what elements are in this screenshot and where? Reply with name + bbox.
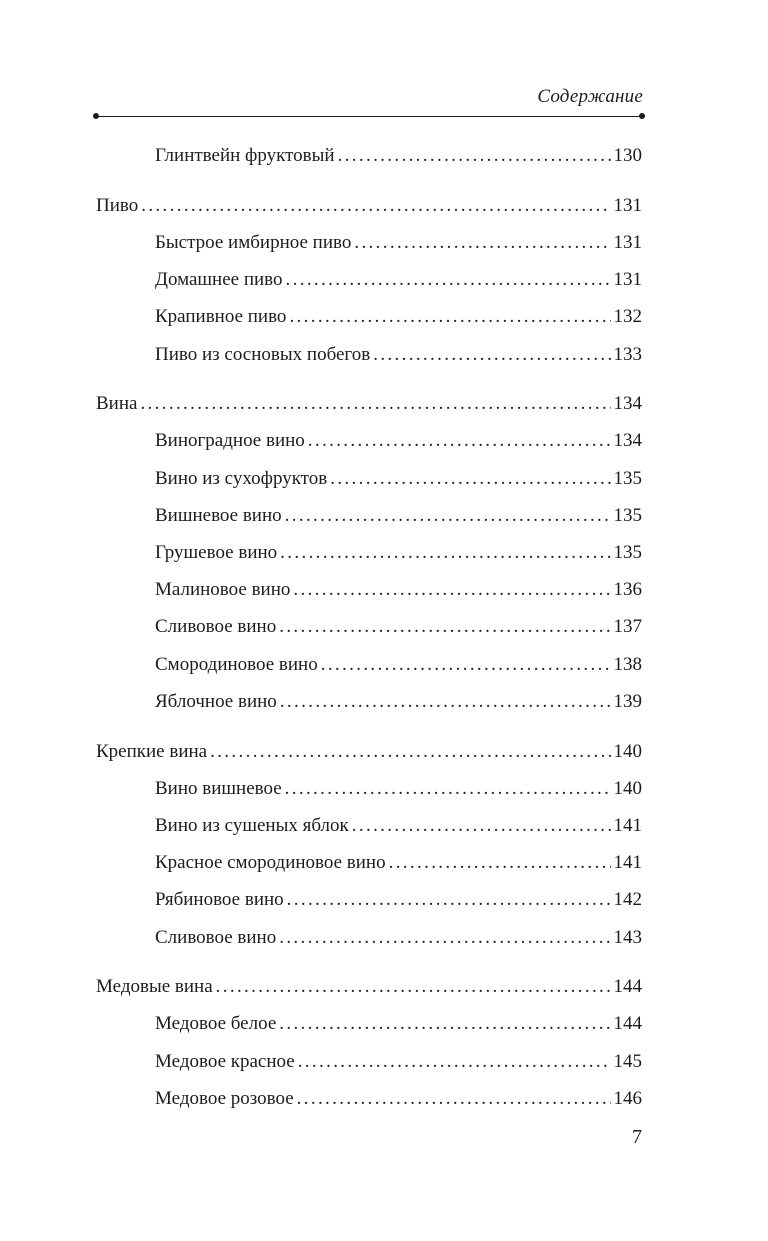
- toc-item[interactable]: [155, 303, 642, 331]
- toc-entry-page: 141: [613, 814, 642, 836]
- toc-section[interactable]: [96, 390, 642, 418]
- running-header: Содержание: [537, 86, 643, 107]
- toc-item[interactable]: [155, 427, 642, 455]
- dot-leader: [285, 502, 611, 530]
- toc-item[interactable]: [155, 651, 642, 679]
- toc-entry-page: 140: [613, 777, 642, 799]
- toc-entry-title: Вишневое вино: [155, 504, 282, 526]
- dot-leader: [352, 812, 611, 840]
- dot-leader: [279, 924, 610, 952]
- dot-leader: [289, 303, 610, 331]
- dot-leader: [354, 229, 610, 257]
- toc-entry-title: Медовое розовое: [155, 1087, 294, 1109]
- toc-entry-title: Вино вишневое: [155, 777, 282, 799]
- toc-entry-title: Красное смородиновое вино: [155, 852, 386, 874]
- dot-leader: [287, 886, 611, 914]
- toc-entry-page: 131: [613, 194, 642, 216]
- toc-item[interactable]: [155, 924, 642, 952]
- toc-entry-page: 143: [613, 926, 642, 948]
- toc-entry-page: 142: [613, 889, 642, 911]
- toc-item[interactable]: [155, 142, 642, 170]
- toc-item[interactable]: [155, 502, 642, 530]
- toc-entry-page: 139: [613, 690, 642, 712]
- toc-section[interactable]: [96, 973, 642, 1001]
- toc-entry-title: Пиво из сосновых побегов: [155, 343, 371, 365]
- toc-entry-page: 131: [613, 269, 642, 291]
- dot-leader: [389, 849, 611, 877]
- toc-entry-page: 131: [613, 231, 642, 253]
- toc-entry-page: 137: [613, 616, 642, 638]
- toc-entry-page: 134: [613, 430, 642, 452]
- toc-item[interactable]: [155, 886, 642, 914]
- toc-entry-title: Грушевое вино: [155, 542, 278, 563]
- dot-leader: [298, 1048, 611, 1076]
- dot-leader: [286, 266, 611, 294]
- toc-entry-title: Медовое белое: [155, 1013, 277, 1035]
- toc-entry-title: Сливовое вино: [155, 616, 277, 638]
- rule-left-dot: [93, 113, 99, 119]
- page-number: 7: [632, 1126, 642, 1148]
- toc-item[interactable]: [155, 812, 642, 840]
- toc-item[interactable]: [155, 465, 642, 493]
- toc-entry-page: 135: [613, 542, 642, 563]
- dot-leader: [373, 341, 610, 369]
- toc-entry-page: 133: [613, 343, 642, 365]
- toc-entry-page: 136: [613, 579, 642, 601]
- dot-leader: [330, 465, 610, 493]
- toc-entry-title: Смородиновое вино: [155, 653, 318, 675]
- toc-entry-page: 141: [613, 852, 642, 874]
- toc-entry-page: 144: [613, 976, 642, 998]
- toc-entry-title: Глинтвейн фруктовый: [155, 145, 335, 166]
- toc-entry-title: Медовое красное: [155, 1050, 295, 1072]
- toc-entry-page: 130: [613, 145, 642, 166]
- toc-item[interactable]: [155, 341, 642, 369]
- toc-entry-title: Малиновое вино: [155, 579, 291, 601]
- toc-entry-page: 144: [613, 1013, 642, 1035]
- dot-leader: [285, 775, 611, 803]
- toc-section[interactable]: [96, 738, 642, 766]
- toc-entry-title: Вино из сушеных яблок: [155, 814, 349, 836]
- header-rule: [96, 116, 642, 117]
- toc-entry-title: Рябиновое вино: [155, 889, 284, 911]
- toc-item[interactable]: [155, 229, 642, 257]
- toc-item[interactable]: [155, 266, 642, 294]
- dot-leader: [297, 1085, 611, 1113]
- toc-item[interactable]: [155, 1010, 642, 1038]
- toc-entry-title: Медовые вина: [96, 976, 213, 998]
- toc-entry-title: Вино из сухофруктов: [155, 467, 328, 489]
- toc-item[interactable]: [155, 1085, 642, 1113]
- toc-item[interactable]: [155, 688, 642, 716]
- toc-entry-page: 135: [613, 504, 642, 526]
- dot-leader: [141, 192, 610, 220]
- toc-entry-title: Виноградное вино: [155, 430, 305, 452]
- dot-leader: [280, 688, 611, 716]
- toc-entry-title: Сливовое вино: [155, 926, 277, 948]
- toc-entry-title: Быстрое имбирное пиво: [155, 231, 352, 253]
- toc-entry-page: 135: [613, 467, 642, 489]
- toc-section[interactable]: [96, 192, 642, 220]
- dot-leader: [210, 738, 610, 766]
- toc-entry-title: Яблочное вино: [155, 690, 277, 712]
- dot-leader: [279, 1010, 610, 1038]
- toc-entry-page: 145: [613, 1050, 642, 1072]
- toc-item[interactable]: [155, 1048, 642, 1076]
- toc-entry-page: 140: [613, 740, 642, 762]
- dot-leader: [338, 142, 611, 170]
- toc-entry-page: 134: [613, 393, 642, 415]
- toc-entry-title: Крапивное пиво: [155, 306, 287, 328]
- toc-entry-page: 132: [613, 306, 642, 328]
- toc-item[interactable]: [155, 613, 642, 641]
- toc-entry-title: Домашнее пиво: [155, 269, 283, 291]
- dot-leader: [321, 651, 611, 679]
- dot-leader: [140, 390, 610, 418]
- toc-item[interactable]: [155, 539, 642, 567]
- toc-entry-page: 146: [613, 1087, 642, 1109]
- dot-leader: [308, 427, 611, 455]
- toc-entry-title: Вина: [96, 393, 138, 415]
- toc-entry-page: 138: [613, 653, 642, 675]
- toc-item[interactable]: [155, 849, 642, 877]
- dot-leader: [280, 539, 610, 567]
- toc-entry-title: Пиво: [96, 194, 139, 216]
- rule-right-dot: [639, 113, 645, 119]
- toc-entry-title: Крепкие вина: [96, 740, 208, 762]
- toc-item[interactable]: [155, 775, 642, 803]
- dot-leader: [279, 613, 610, 641]
- dot-leader: [293, 576, 610, 604]
- toc-item[interactable]: [155, 576, 642, 604]
- dot-leader: [216, 973, 611, 1001]
